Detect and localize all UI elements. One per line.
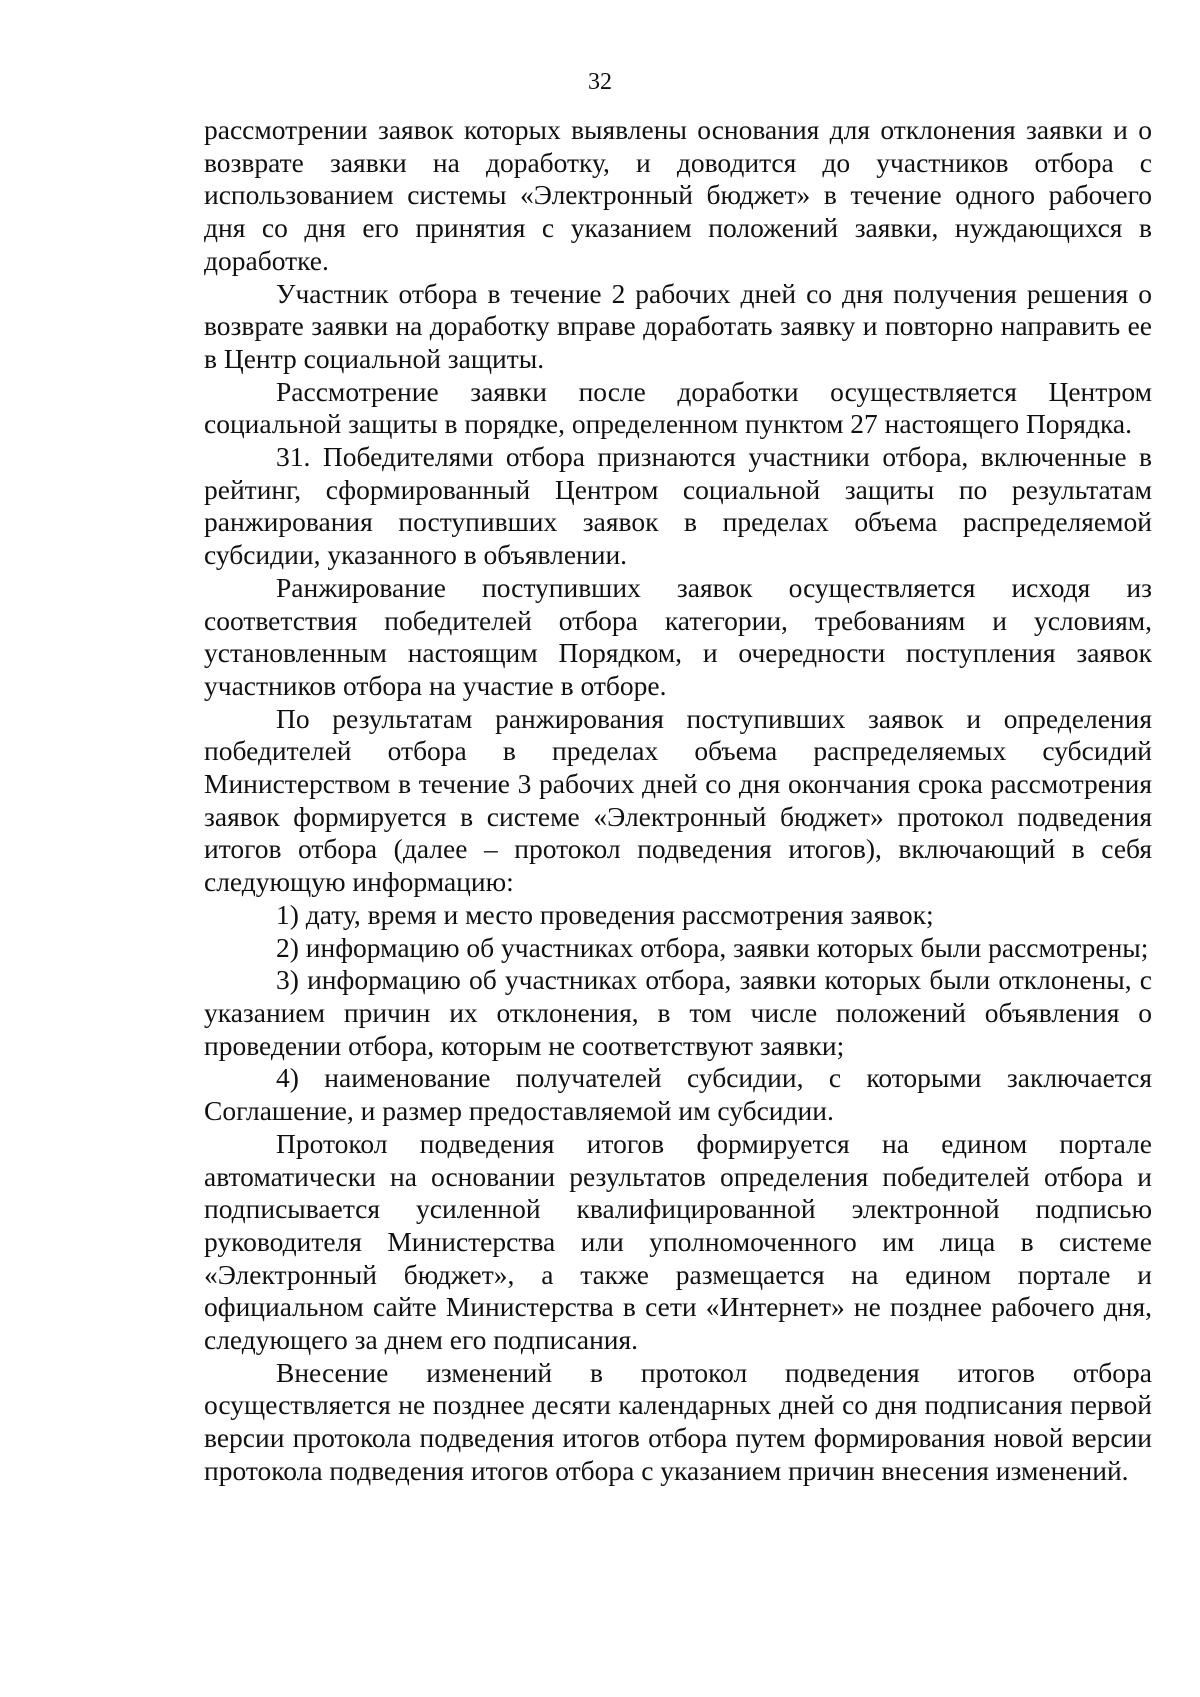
list-item-3: 3) информацию об участниках отбора, заявки которых были отклонены, с указанием причин их отклонения, в том числе положений объявления о проведении отбора, которым не соответствуют заявки; — [204, 964, 1152, 1061]
paragraph-protocol-changes: Внесение изменений в протокол подведения итогов отбора осуществляется не позднее десяти календарных дней со дня подписания первой версии протокола подведения итогов отбора путем формирования новой версии протокола подведения итогов отбора с указанием причин внесения изменений. — [204, 1356, 1152, 1486]
document-body — [204, 114, 1152, 1488]
page-number: 32 — [588, 69, 612, 95]
list-item-1: 1) дату, время и место проведения рассмотрения заявок; — [276, 898, 934, 930]
paragraph-review-after-revision: Рассмотрение заявки после доработки осуществляется Центром социальной защиты в порядке, определенном пунктом 27 настоящего Порядка. — [204, 375, 1152, 440]
paragraph-protocol-signing: Протокол подведения итогов формируется на едином портале автоматически на основании результатов определения победителей отбора и подписывается усиленной квалифицированной электронной подписью руководителя Министерства или уполномоченного им лица в системе «Электронный бюджет», а также размещается на едином портале и официальном сайте Министерства в сети «Интернет» не позднее рабочего дня, следующего за днем его подписания. — [204, 1127, 1152, 1356]
paragraph-ranking: Ранжирование поступивших заявок осуществляется исходя из соответствия победителей отбора категории, требованиям и условиям, установленным настоящим Порядком, и очередности поступления заявок участников отбора на участие в отборе. — [204, 571, 1152, 701]
paragraph-continuation: рассмотрении заявок которых выявлены основания для отклонения заявки и о возврате заявки на доработку, и доводится до участников отбора с использованием системы «Электронный бюджет» в течение одного рабочего дня со дня его принятия с указанием положений заявки, нуждающихся в доработке. — [204, 114, 1152, 276]
paragraph-return-revision: Участник отбора в течение 2 рабочих дней со дня получения решения о возврате заявки на доработку вправе доработать заявку и повторно направить ее в Центр социальной защиты. — [204, 277, 1152, 374]
paragraph-protocol-formation: По результатам ранжирования поступивших заявок и определения победителей отбора в пределах объема распределяемых субсидий Министерством в течение 3 рабочих дней со дня окончания срока рассмотрения заявок формируется в системе «Электронный бюджет» протокол подведения итогов отбора (далее – протокол подведения итогов), включающий в себя следующую информацию: — [204, 702, 1152, 898]
list-item-2: 2) информацию об участниках отбора, заявки которых были рассмотрены; — [276, 931, 1149, 963]
list-item-4: 4) наименование получателей субсидии, с которыми заключается Соглашение, и размер предоставляемой им субсидии. — [204, 1062, 1152, 1127]
paragraph-item-31-winners: 31. Победителями отбора признаются участники отбора, включенные в рейтинг, сформированный Центром социальной защиты по результатам ранжирования поступивших заявок в пределах объема распределяемой субсидии, указанного в объявлении. — [204, 441, 1152, 571]
